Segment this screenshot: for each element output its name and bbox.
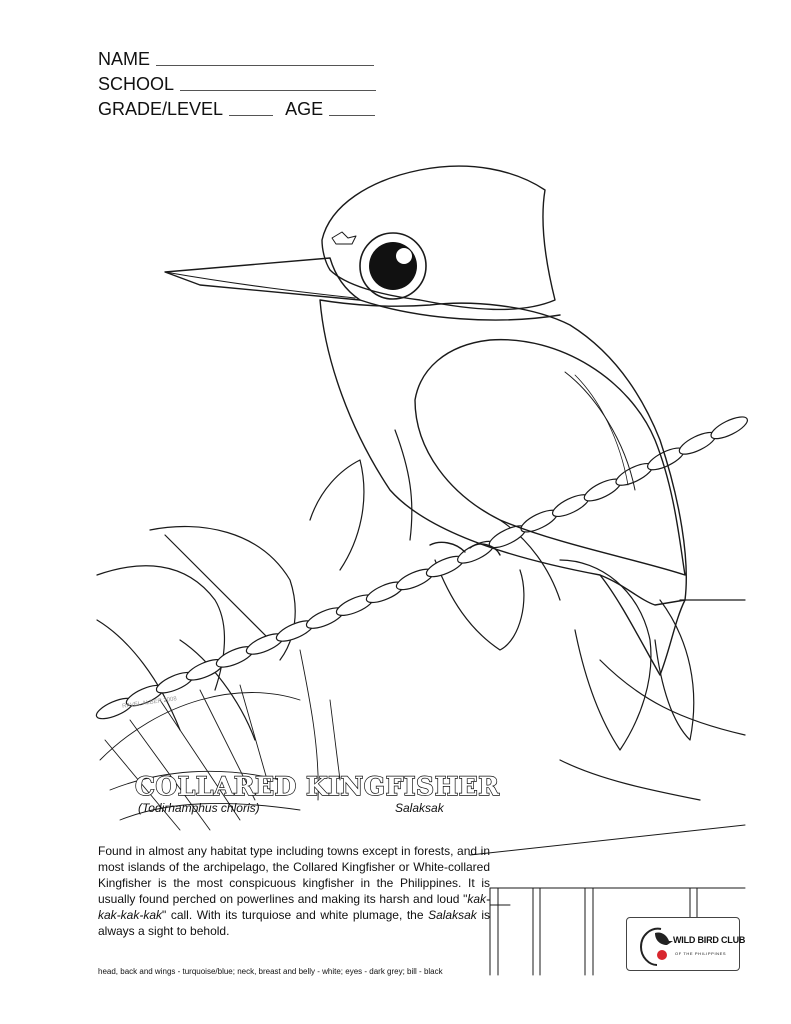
background-leaves (97, 430, 745, 800)
logo-subtitle: OF THE PHILIPPINES (675, 951, 727, 956)
kingfisher-bird (165, 166, 686, 675)
bird-head (322, 166, 555, 309)
description-local-name: Salaksak (428, 908, 477, 922)
color-key: head, back and wings - turquoise/blue; neck, breast and belly - white; eyes - dark grey; bill - black (98, 967, 443, 976)
artist-watermark: RAVEL ALBER 2008 (121, 696, 178, 710)
age-label: AGE (285, 99, 324, 119)
species-title: COLLARED KINGFISHER (135, 772, 500, 801)
bird-logo-icon (633, 919, 677, 969)
chain-link (708, 413, 750, 443)
school-label: SCHOOL (98, 74, 175, 94)
powerline (94, 413, 750, 723)
description-part3: is always a sight to behold. (98, 908, 491, 938)
description-part2: " call. With its turquiose and white plumage, the (162, 908, 429, 922)
logo-title: WILD BIRD CLUB (673, 935, 746, 945)
wild-bird-club-logo (626, 917, 746, 971)
bird-bill (165, 258, 360, 300)
bird-eye (369, 242, 417, 290)
grade-label: GRADE/LEVEL (98, 99, 224, 119)
name-label: NAME (98, 49, 151, 69)
wing-detail-2 (575, 375, 628, 485)
bill-line (165, 272, 355, 298)
local-name: Salaksak (395, 801, 444, 815)
species-description (98, 843, 490, 939)
bird-wing (415, 340, 685, 575)
bird-tail (600, 575, 685, 675)
scientific-name: (Todirhamphus chloris) (138, 801, 260, 815)
bird-eye-highlight (396, 248, 412, 264)
description-call: kak-kak-kak-kak (98, 892, 490, 922)
bird-lore (332, 232, 356, 244)
description-part1: Found in almost any habitat type including towns except in forests, and in most islands of the archipelago, the Collared Kingfisher or White-collared Kingfisher is the most conspicuous kingfisher in the Philippines. It is usually found perched on powerlines and making its harsh and loud " (98, 844, 490, 906)
